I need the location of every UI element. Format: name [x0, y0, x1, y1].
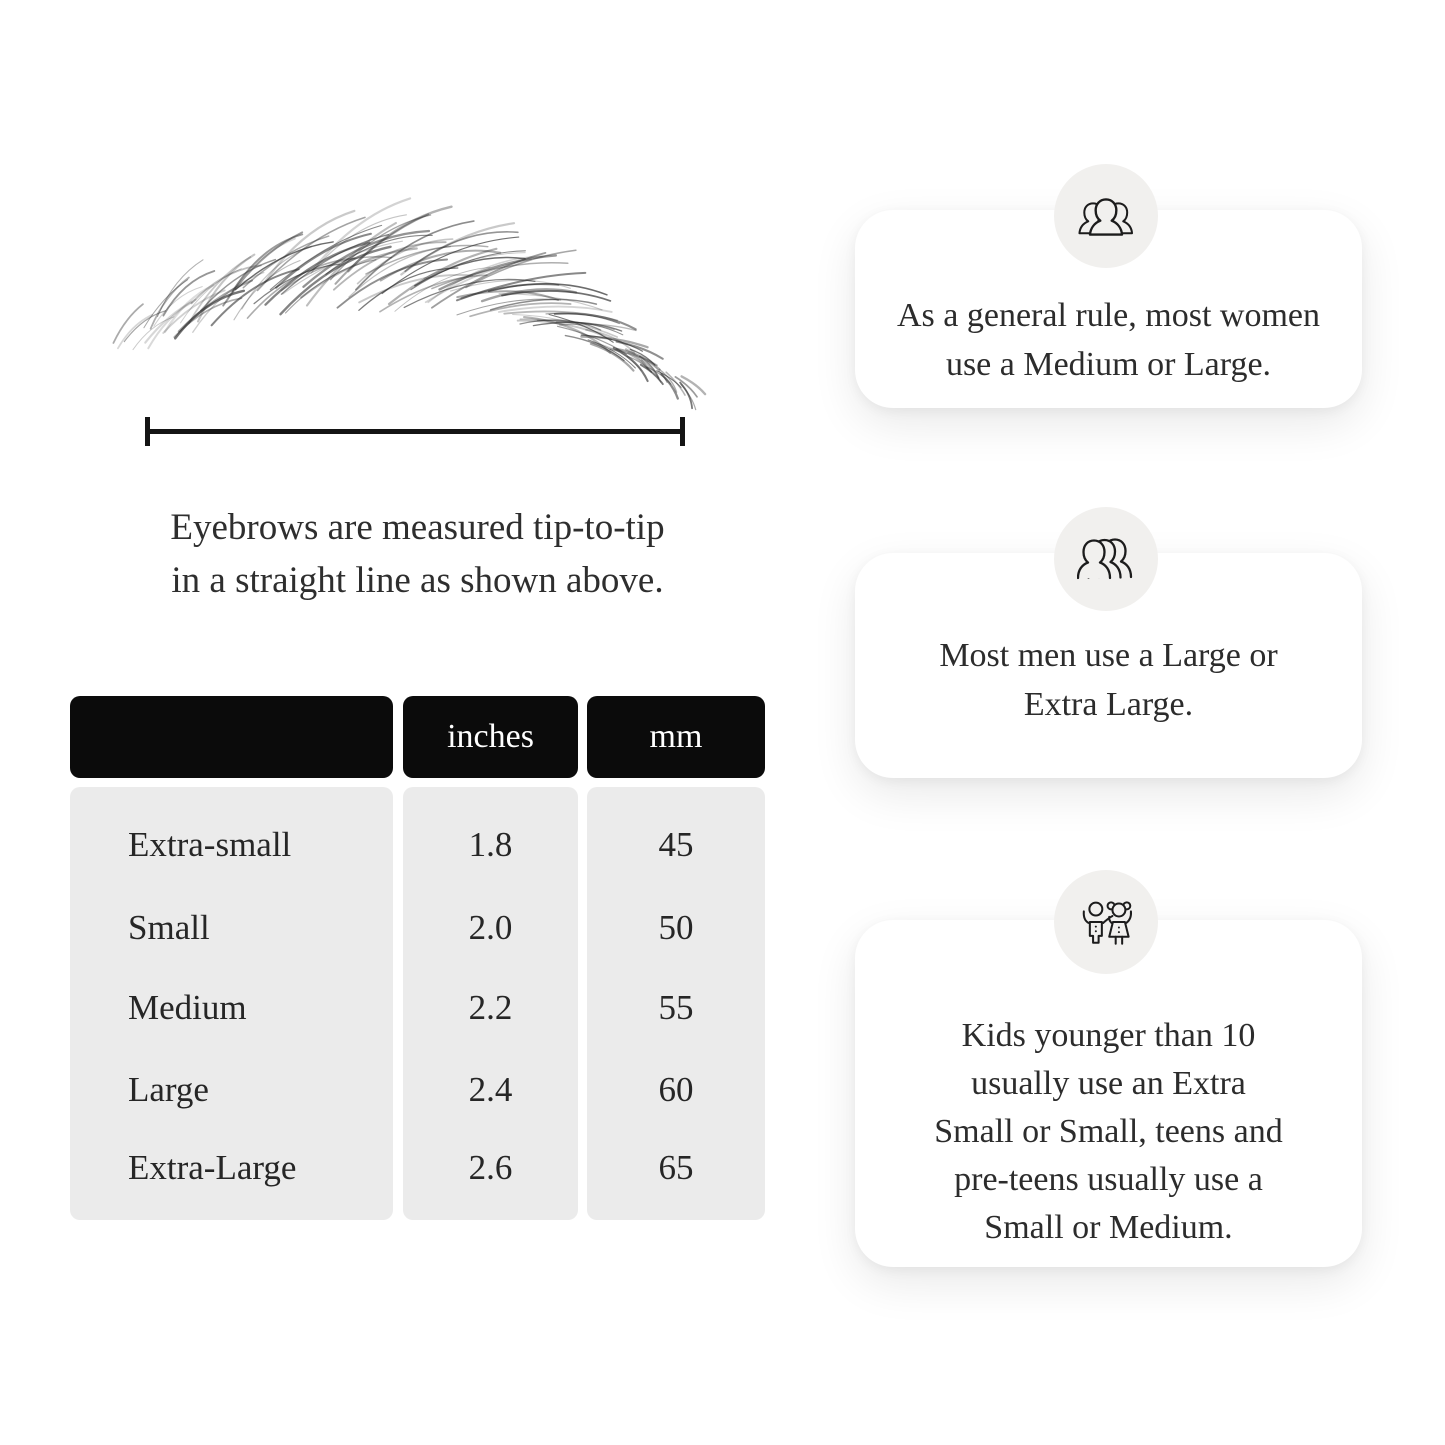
- women-group-icon: [1075, 194, 1137, 238]
- table-row: [0, 804, 800, 886]
- size-mm: 45: [658, 825, 694, 864]
- caption-line-1: Eyebrows are measured tip-to-tip: [170, 507, 665, 548]
- size-mm: 50: [658, 908, 694, 947]
- card-text-line: Extra Large.: [1023, 686, 1194, 723]
- icon-badge-kids: [1054, 870, 1158, 974]
- size-label: Extra-small: [128, 825, 292, 864]
- size-inches: 2.2: [468, 988, 513, 1027]
- table-row: [0, 887, 800, 969]
- size-inches: 1.8: [468, 825, 513, 864]
- measurement-line: [145, 429, 685, 434]
- info-card-kids-text: [855, 1012, 1362, 1252]
- size-mm: 55: [658, 988, 694, 1027]
- measurement-caption: [70, 501, 765, 607]
- card-text-line: Kids younger than 10: [961, 1017, 1256, 1054]
- size-label: Large: [128, 1070, 209, 1109]
- size-inches: 2.6: [468, 1148, 513, 1187]
- eyebrow-illustration: [105, 225, 705, 430]
- table-header-mm: mm: [587, 696, 765, 778]
- card-text-line: As a general rule, most women: [897, 297, 1320, 334]
- kids-icon: [1076, 898, 1136, 946]
- card-text-line: Small or Medium.: [984, 1209, 1233, 1246]
- table-row: [0, 1127, 800, 1209]
- men-group-icon: [1077, 537, 1135, 581]
- table-row: [0, 1049, 800, 1131]
- card-text-line: usually use an Extra: [971, 1065, 1246, 1102]
- caption-line-2: in a straight line as shown above.: [171, 560, 664, 601]
- size-label: Extra-Large: [128, 1148, 297, 1187]
- table-header-blank: [70, 696, 393, 778]
- size-label: Medium: [128, 988, 247, 1027]
- card-text-line: pre-teens usually use a: [954, 1161, 1263, 1198]
- card-text-line: use a Medium or Large.: [945, 346, 1272, 383]
- size-mm: 65: [658, 1148, 694, 1187]
- card-text-line: Most men use a Large or: [939, 637, 1278, 674]
- table-row: [0, 967, 800, 1049]
- card-text-line: Small or Small, teens and: [934, 1113, 1283, 1150]
- size-inches: 2.4: [468, 1070, 513, 1109]
- size-mm: 60: [658, 1070, 694, 1109]
- info-card-men-text: [855, 631, 1362, 729]
- icon-badge-women: [1054, 164, 1158, 268]
- size-label: Small: [128, 908, 210, 947]
- icon-badge-men: [1054, 507, 1158, 611]
- table-header-inches: inches: [403, 696, 578, 778]
- size-inches: 2.0: [468, 908, 513, 947]
- info-card-women-text: [855, 291, 1362, 389]
